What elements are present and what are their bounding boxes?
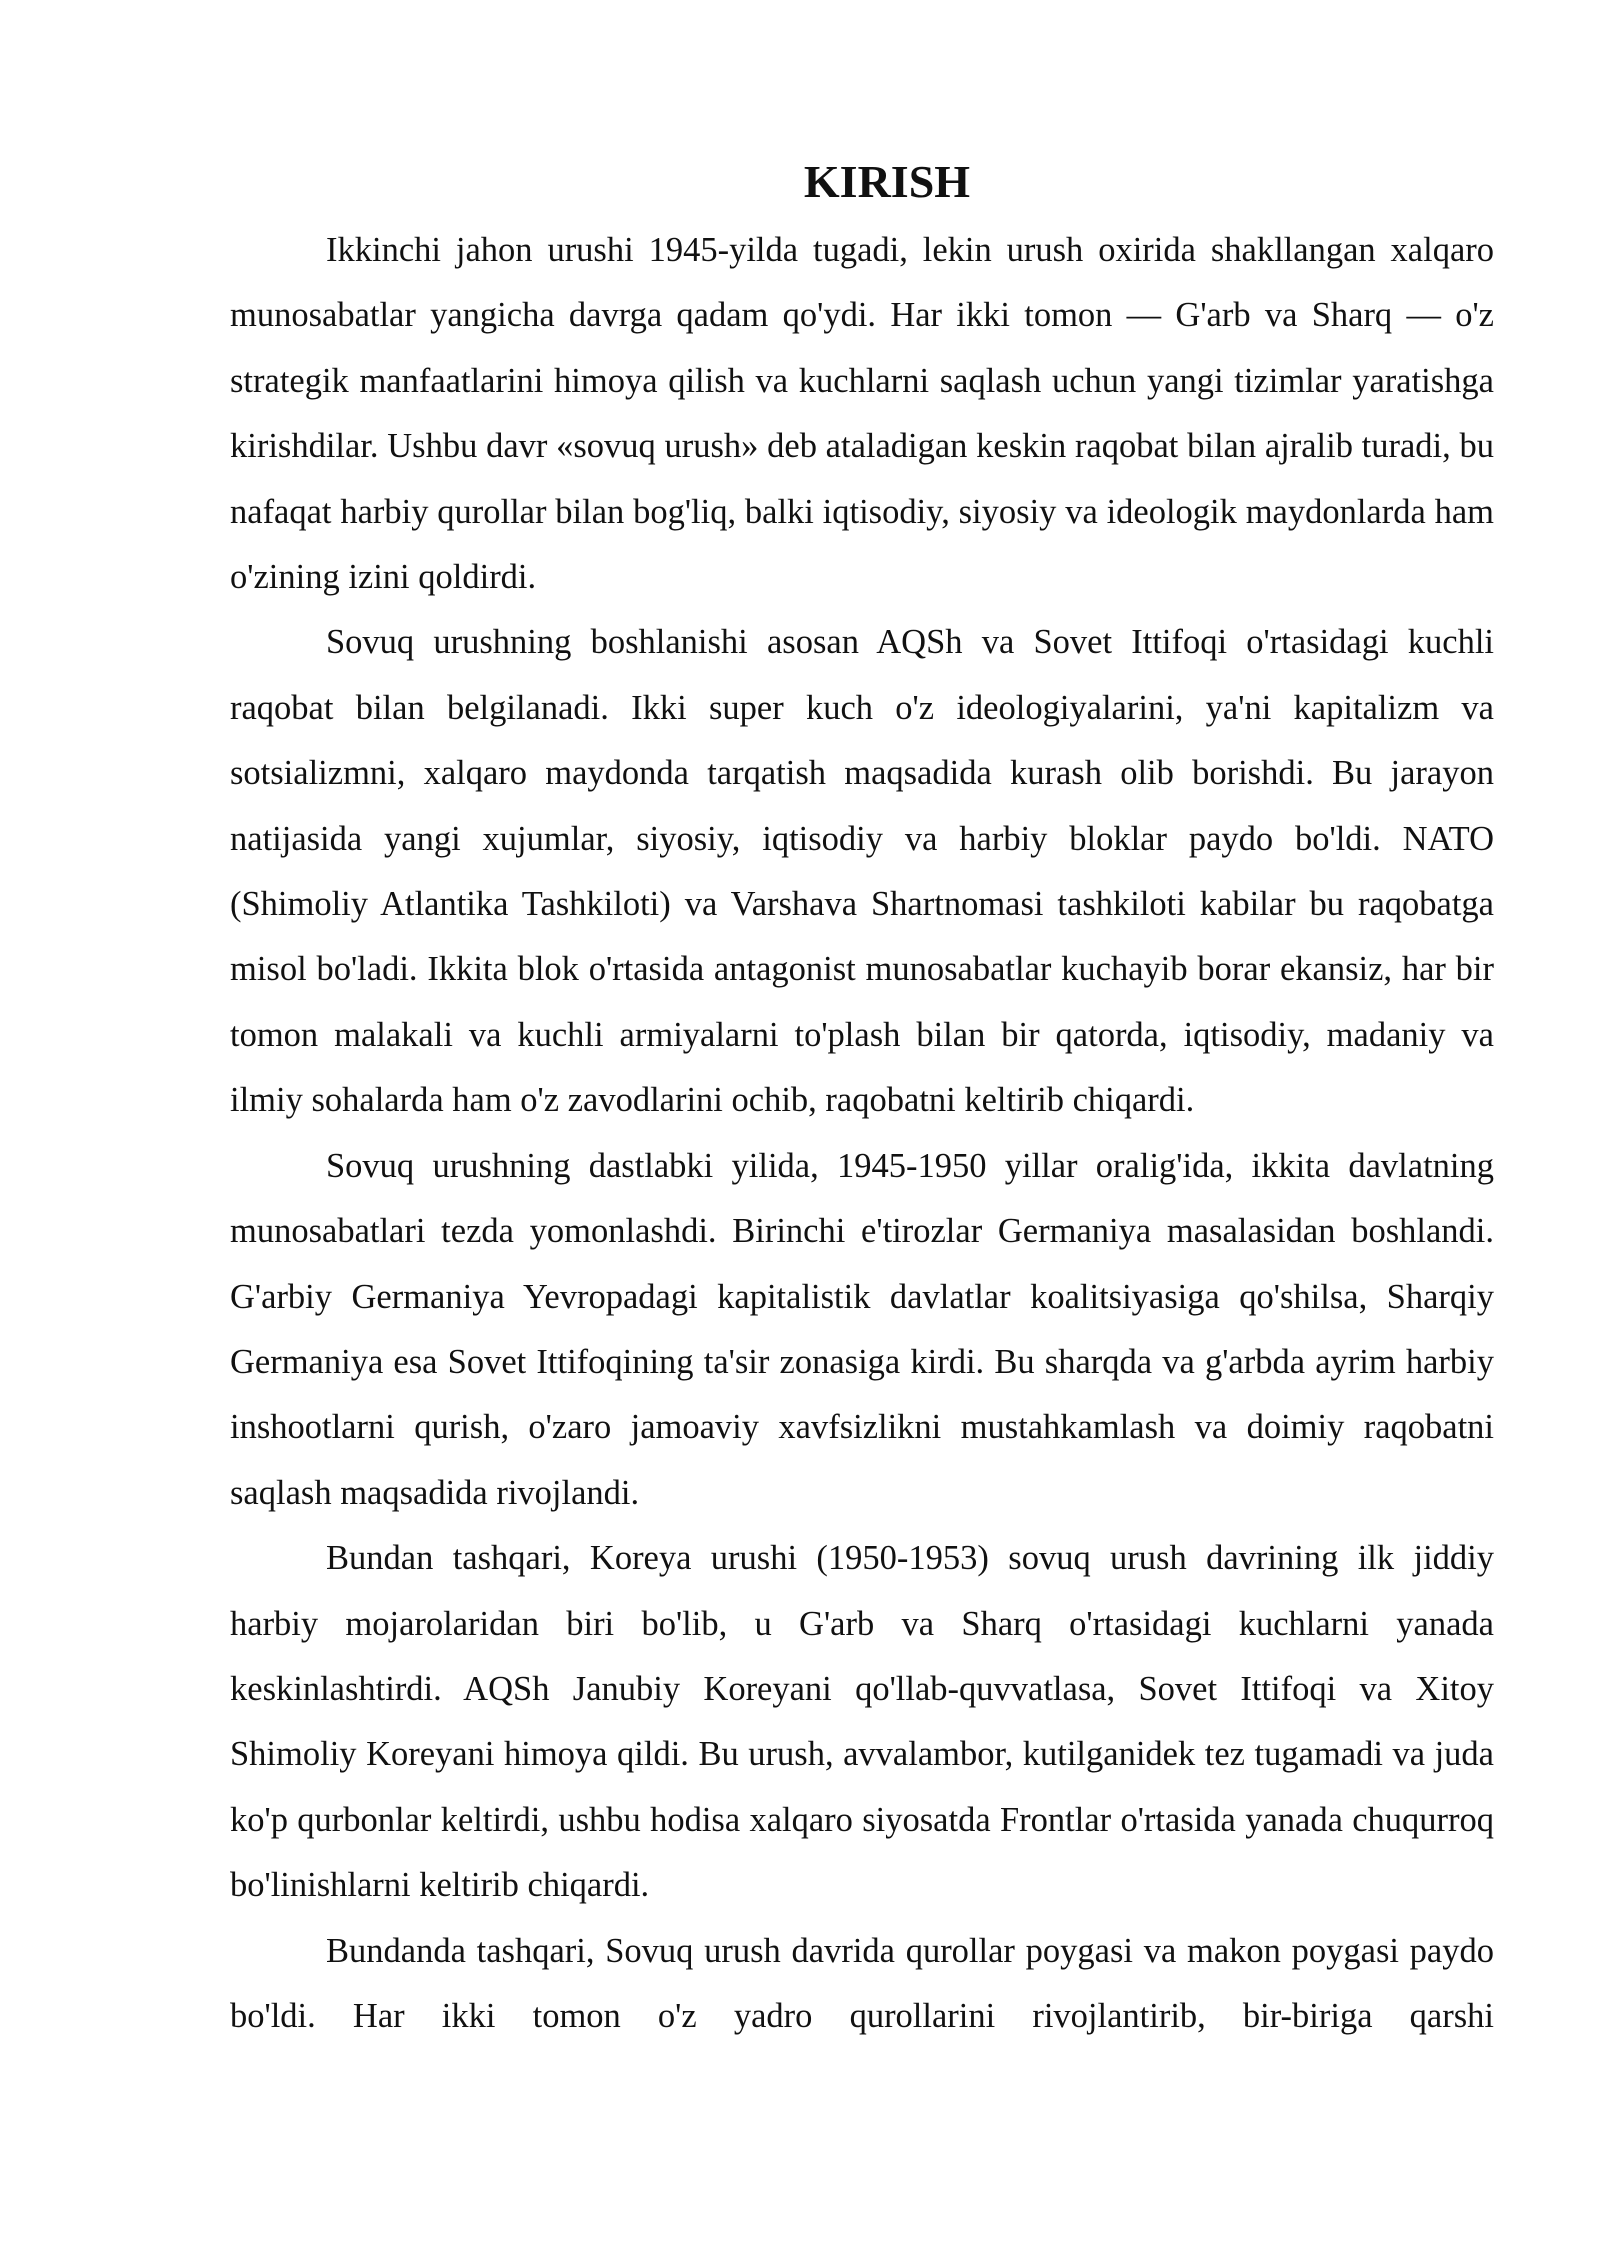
paragraph: Sovuq urushning boshlanishi asosan AQSh va Sovet Ittifoqi o'rtasidagi kuchli raqobat bilan belgilanadi. Ikki super kuch o'z ideologiyalarini, ya'ni kapitalizm va sotsializmni, xalqaro maydonda tarqatish maqsadida kurash olib borishdi. Bu jarayon natijasida yangi xujumlar, siyosiy, iqtisodiy va harbiy bloklar paydo bo'ldi. NATO (Shimoliy Atlantika Tashkiloti) va Varshava Shartnomasi tashkiloti kabilar bu raqobatga misol bo'ladi. Ikkita blok o'rtasida antagonist munosabatlar kuchayib borar ekansiz, har bir tomon malakali va kuchli armiyalarni to'plash bilan bir qatorda, iqtisodiy, madaniy va ilmiy sohalarda ham o'z zavodlarini ochib, raqobatni keltirib chiqardi.	[230, 623, 1494, 1120]
document-body	[230, 150, 1494, 2049]
paragraph: Bundanda tashqari, Sovuq urush davrida qurollar poygasi va makon poygasi paydo bo'ldi. Har ikki tomon o'z yadro qurollarini rivojlantirib, bir-biriga qarshi	[230, 1931, 1494, 2035]
paragraph: Sovuq urushning dastlabki yilida, 1945-1950 yillar oralig'ida, ikkita davlatning munosabatlari tezda yomonlashdi. Birinchi e'tirozlar Germaniya masalasidan boshlandi. G'arbiy Germaniya Yevropadagi kapitalistik davlatlar koalitsiyasiga qo'shilsa, Sharqiy Germaniya esa Sovet Ittifoqining ta'sir zonasiga kirdi. Bu sharqda va g'arbda ayrim harbiy inshootlarni qurish, o'zaro jamoaviy xavfsizlikni mustahkamlash va doimiy raqobatni saqlash maqsadida rivojlandi.	[230, 1146, 1494, 1512]
paragraph: Ikkinchi jahon urushi 1945-yilda tugadi, lekin urush oxirida shakllangan xalqaro munosabatlar yangicha davrga qadam qo'ydi. Har ikki tomon — G'arb va Sharq — o'z strategik manfaatlarini himoya qilish va kuchlarni saqlash uchun yangi tizimlar yaratishga kirishdilar. Ushbu davr «sovuq urush» deb ataladigan keskin raqobat bilan ajralib turadi, bu nafaqat harbiy qurollar bilan bog'liq, balki iqtisodiy, siyosiy va ideologik maydonlarda ham o'zining izini qoldirdi.	[230, 231, 1494, 597]
page-title: KIRISH	[803, 156, 971, 207]
paragraph: Bundan tashqari, Koreya urushi (1950-1953) sovuq urush davrining ilk jiddiy harbiy mojarolaridan biri bo'lib, u G'arb va Sharq o'rtasidagi kuchlarni yanada keskinlashtirdi. AQSh Janubiy Koreyani qo'llab-quvvatlasa, Sovet Ittifoqi va Xitoy Shimoliy Koreyani himoya qildi. Bu urush, avvalambor, kutilganidek tez tugamadi va juda ko'p qurbonlar keltirdi, ushbu hodisa xalqaro siyosatda Frontlar o'rtasida yanada chuqurroq bo'linishlarni keltirib chiqardi.	[230, 1539, 1494, 1905]
